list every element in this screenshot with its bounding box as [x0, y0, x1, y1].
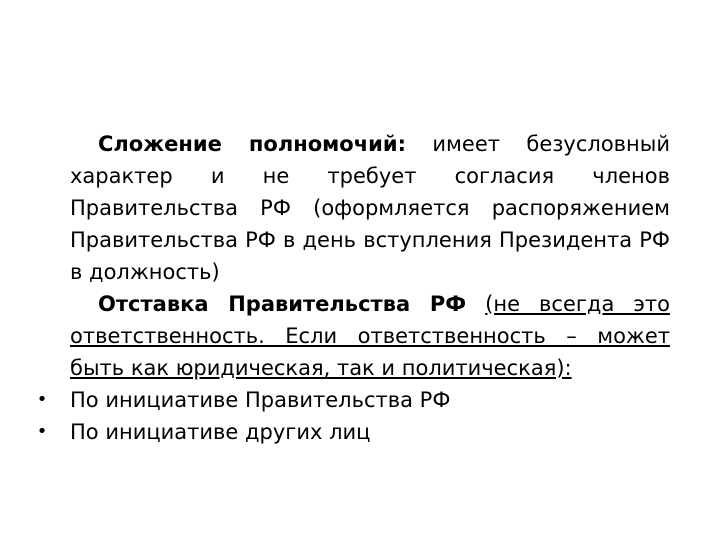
bullet-icon: •	[36, 389, 48, 410]
list-item	[36, 416, 670, 448]
bullet-icon: •	[36, 421, 48, 442]
paragraph-lead-resignation-of-powers: Сложение полномочий:	[98, 132, 406, 156]
list-item-label: По инициативе других лиц	[70, 420, 371, 444]
slide-content	[36, 128, 671, 448]
list-item	[36, 384, 670, 416]
paragraph-government-resignation	[70, 288, 670, 384]
paragraph-body-resignation-of-powers: имеет безусловный характер и не требует согласия членов Правительства РФ (оформляется распоряжением Правительства РФ в день вступления Президента РФ в должность)	[70, 132, 671, 284]
paragraph-resignation-of-powers	[70, 128, 670, 288]
paragraph-lead-government-resignation: Отставка Правительства РФ	[98, 292, 467, 316]
paragraph-note-government-resignation: (не всегда это ответственность. Если ответственность – может быть как юридическая, так и политическая):	[70, 292, 670, 380]
bullet-list	[36, 384, 670, 448]
list-item-label: По инициативе Правительства РФ	[70, 388, 451, 412]
